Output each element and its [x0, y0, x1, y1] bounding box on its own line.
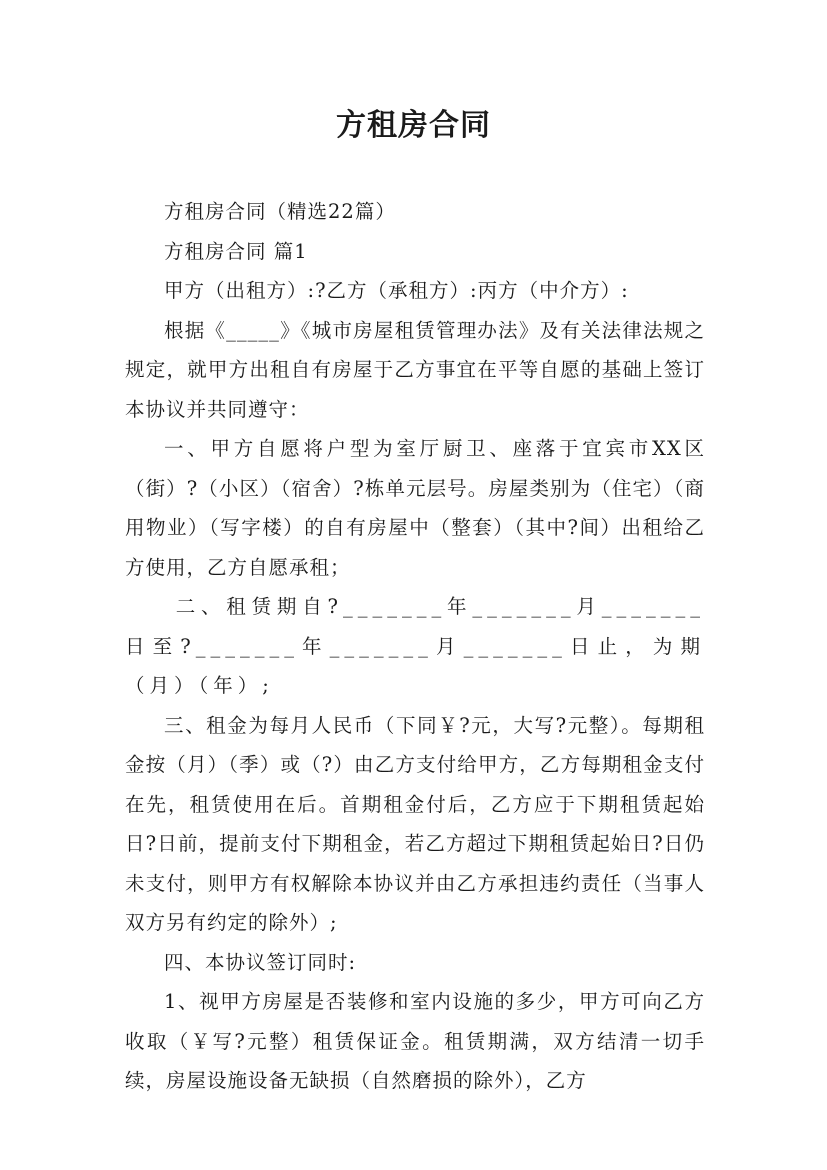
paragraph-clause-4-1: 1、视甲方房屋是否装修和室内设施的多少，甲方可向乙方收取（￥写?元整）租赁保证金。租赁期满，双方结清一切手续，房屋设施设备无缺损（自然磨损的除外），乙方: [125, 990, 705, 1092]
document-body: [125, 192, 705, 1101]
paragraph-clause-2: 二、租赁期自?_______年_______月_______日至?_______年_______月_______日止，为期（月）（年）;: [125, 595, 705, 697]
paragraph-clause-1: 一、甲方自愿将户型为室厅厨卫、座落于宜宾市XX区（街）?（小区）（宿舍）?栋单元层号。房屋类别为（住宅）（商用物业）（写字楼）的自有房屋中（整套）（其中?间）出租给乙方使用，乙方自愿承租；: [125, 437, 705, 579]
paragraph-clause-4: 四、本协议签订同时:: [164, 950, 357, 974]
paragraph-subtitle: 方租房合同（精选22篇）: [164, 200, 396, 223]
paragraph-section-heading: 方租房合同 篇1: [164, 239, 308, 263]
paragraph-parties: 甲方（出租方）:?乙方（承租方）:丙方（中介方）:: [164, 279, 629, 302]
paragraph-basis: 根据《_____》《城市房屋租赁管理办法》及有关法律法规之规定，就甲方出租自有房屋于乙方事宜在平等自愿的基础上签订本协议并共同遵守：: [125, 318, 705, 421]
document-title: 方租房合同: [336, 108, 491, 143]
paragraph-clause-3: 三、租金为每月人民币（下同￥?元，大写?元整）。每期租金按（月）（季）或（?）由乙方支付给甲方，乙方每期租金支付在先，租赁使用在后。首期租金付后，乙方应于下期租赁起始日?日前，提前支付下期租金，若乙方超过下期租赁起始日?日仍未支付，则甲方有权解除本协议并由乙方承担违约责任（当事人双方另有约定的除外）;: [125, 713, 705, 934]
